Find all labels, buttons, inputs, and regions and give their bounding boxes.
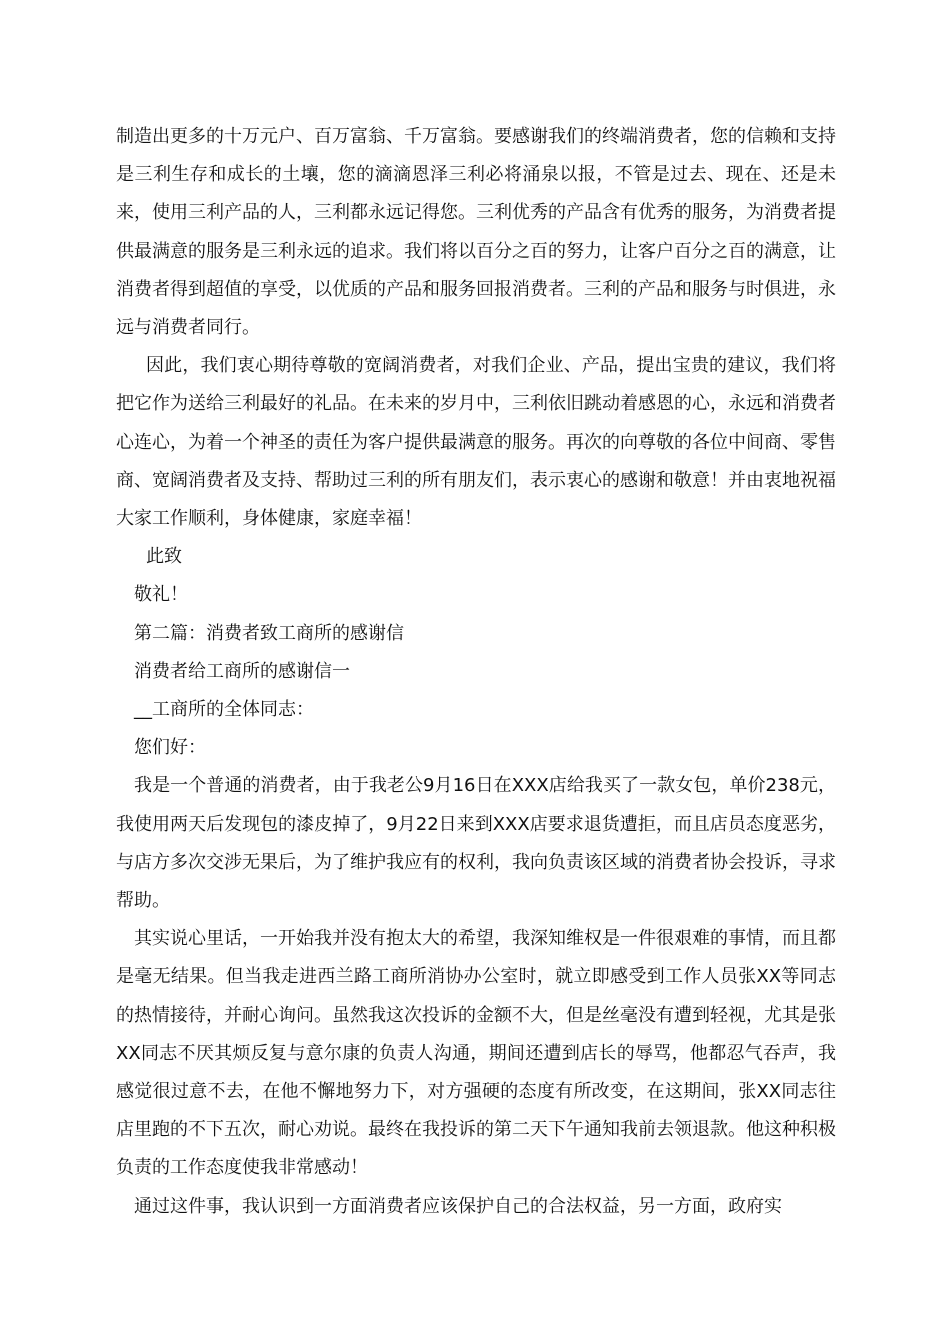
- letter-greeting: 您们好：: [134, 737, 206, 759]
- letter-title: 消费者给工商所的感谢信一: [134, 660, 350, 682]
- closing-salutation: 此致: [146, 546, 182, 568]
- letter-addressee: __工商所的全体同志：: [134, 699, 314, 721]
- paragraph-gratitude: 其实说心里话，一开始我并没有抱太大的希望，我深知维权是一件很艰难的事情，而且都是毫无结果。但当我走进西兰路工商所消协办公室时，就立即感受到工作人员张XX等同志的热情接待，并耐心询问。虽然我这次投诉的金额不大，但是丝毫没有遭到轻视，尤其是张XX同志不厌其烦反复与意尔康的负责人沟通，期间还遭到店长的辱骂，他都忍气吞声，我感觉很过意不去，在他不懈地努力下，对方强硬的态度有所改变，在这期间，张XX同志往店里跑的不下五次，耐心劝说。最终在我投诉的第二天下午通知我前去领退款。他这种积极负责的工作态度使我非常感动！: [116, 928, 836, 1179]
- document-body: [116, 118, 836, 1226]
- section-heading: 第二篇：消费者致工商所的感谢信: [134, 622, 404, 644]
- paragraph-conclusion: 通过这件事，我认识到一方面消费者应该保护自己的合法权益，另一方面，政府实: [134, 1195, 782, 1217]
- paragraph-thanks-consumers: 制造出更多的十万元户、百万富翁、千万富翁。要感谢我们的终端消费者，您的信赖和支持是三利生存和成长的土壤，您的滴滴恩泽三利必将涌泉以报，不管是过去、现在、还是未来，使用三利产品的人，三利都永远记得您。三利优秀的产品含有优秀的服务，为消费者提供最满意的服务是三利永远的追求。我们将以百分之百的努力，让客户百分之百的满意，让消费者得到超值的享受，以优质的产品和服务回报消费者。三利的产品和服务与时俱进，永远与消费者同行。: [116, 126, 836, 339]
- closing-regards: 敬礼！: [134, 584, 188, 606]
- paragraph-request-suggestions: 因此，我们衷心期待尊敬的宽阔消费者，对我们企业、产品，提出宝贵的建议，我们将把它作为送给三利最好的礼品。在未来的岁月中，三利依旧跳动着感恩的心，永远和消费者心连心，为着一个神圣的责任为客户提供最满意的服务。再次的向尊敬的各位中间商、零售商、宽阔消费者及支持、帮助过三利的所有朋友们，表示衷心的感谢和敬意！并由衷地祝福大家工作顺利，身体健康，家庭幸福！: [116, 355, 836, 530]
- paragraph-complaint: 我是一个普通的消费者，由于我老公9月16日在XXX店给我买了一款女包，单价238元，我使用两天后发现包的漆皮掉了，9月22日来到XXX店要求退货遭拒，而且店员态度恶劣，与店方多次交涉无果后，为了维护我应有的权利，我向负责该区域的消费者协会投诉，寻求帮助。: [116, 775, 836, 912]
